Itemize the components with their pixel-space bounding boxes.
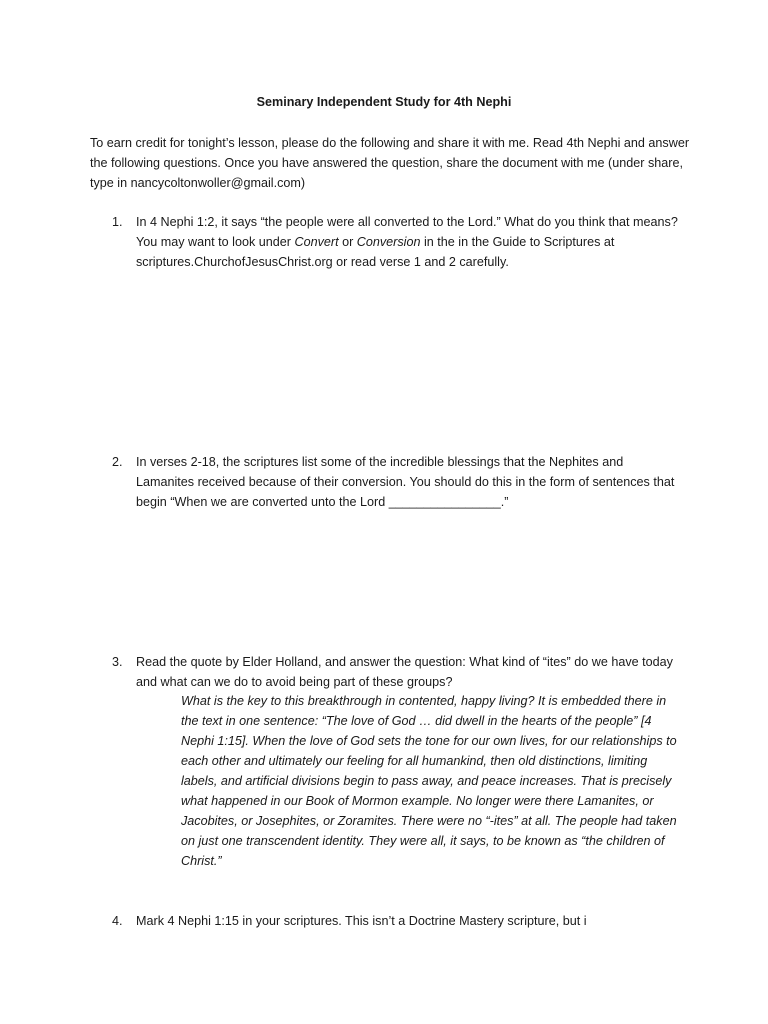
holland-quote: What is the key to this breakthrough in contented, happy living? It is embedded there in the text in one sentence: “The love of God … did dwell in the hearts of the people” [4 Nephi 1:15]. When the love of God sets the tone for our own lives, for our relationships to each other and ultimately our feeling for all humankind, then old distinctions, limiting labels, and artificial divisions begin to pass away, and peace increases. That is precisely what happened in our Book of Mormon example. No longer were there Lamanites, or Jacobites, or Josephites, or Zoramites. There were no “-ites” at all. The people had taken on just one transcendent identity. They were all, it says, to be known as “the children of Christ.”: [181, 694, 677, 868]
document-title: Seminary Independent Study for 4th Nephi: [256, 95, 512, 109]
question-text-part: In 4 Nephi 1:2, it says “the people were all converted to the Lord.” What do you think that means? You may want to look under: [136, 215, 678, 249]
question-number: 1.: [112, 215, 123, 229]
intro-paragraph: To earn credit for tonight’s lesson, please do the following and share it with me. Read 4th Nephi and answer the following questions. Once you have answered the question, share the document with me (under share, type in nancycoltonwoller@gmail.com): [90, 136, 690, 190]
question-text-part: in the in the Guide to Scriptures at scriptures.ChurchofJesusChrist.org or read verse 1 and 2 carefully.: [136, 235, 615, 269]
emphasis-conversion: Conversion: [356, 235, 421, 249]
question-number: 4.: [112, 914, 123, 928]
question-text: Read the quote by Elder Holland, and answer the question: What kind of “ites” do we have today and what can we do to avoid being part of these groups?: [136, 655, 673, 689]
question-1: [112, 212, 682, 272]
question-2: [112, 452, 682, 512]
emphasis-convert: Convert: [294, 235, 339, 249]
question-number: 3.: [112, 655, 123, 669]
question-4: [112, 911, 682, 931]
question-text-part: or: [338, 235, 357, 249]
question-text: Mark 4 Nephi 1:15 in your scriptures. This isn’t a Doctrine Mastery scripture, but i: [136, 914, 587, 928]
question-3: [112, 652, 682, 692]
question-text: In verses 2-18, the scriptures list some of the incredible blessings that the Nephites and Lamanites received because of their conversion. You should do this in the form of sentences that begin “When we are converted unto the Lord ________________.”: [136, 455, 675, 509]
question-text: [136, 212, 682, 272]
question-number: 2.: [112, 455, 123, 469]
